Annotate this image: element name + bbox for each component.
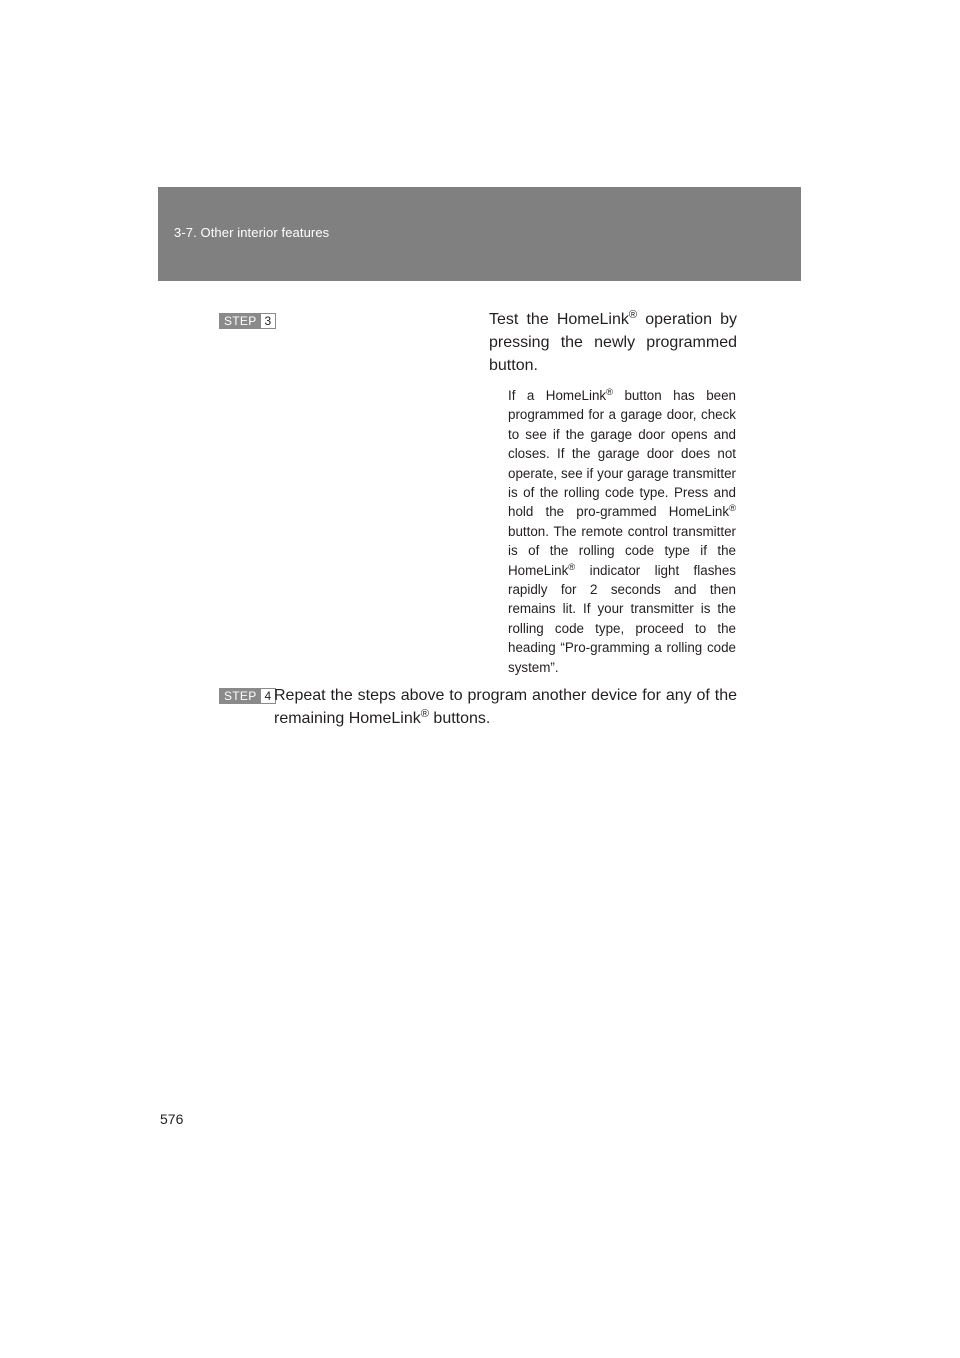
step-4-text-start: Repeat the steps above to program another device for any of the remaining HomeLink (274, 687, 737, 727)
step-badge-word: STEP (220, 314, 260, 328)
registered-mark: ® (606, 386, 614, 397)
step-4-badge (219, 688, 276, 704)
registered-mark: ® (568, 561, 576, 572)
page-number: 576 (160, 1111, 184, 1127)
registered-mark: ® (420, 707, 429, 720)
registered-mark: ® (628, 308, 638, 321)
note-text-part: indicator light flashes rapidly for 2 seconds and then remains lit. If your transmitter is the rolling code type, proceed to the heading “Pro-gramming a rolling code system”. (508, 562, 736, 675)
step-3-note (508, 386, 736, 677)
step-4-instruction (274, 684, 737, 730)
step-badge-number: 4 (260, 689, 276, 703)
step-3-badge (219, 313, 276, 329)
step-3-instruction (489, 308, 737, 377)
step-4-text-end: buttons. (428, 710, 491, 727)
note-text-part: button has been programmed for a garage door, check to see if the garage door opens and closes. If the garage door does not operate, see if your garage transmitter is of the rolling code type. Press and hold the pro-grammed HomeLink (508, 388, 736, 520)
registered-mark: ® (729, 503, 736, 514)
section-title: 3-7. Other interior features (174, 225, 330, 240)
note-text-part: If a HomeLink (508, 388, 607, 403)
step-badge-word: STEP (220, 689, 260, 703)
step-badge-number: 3 (260, 314, 276, 328)
step-3-text-end: operation by pressing the newly programmed button. (489, 311, 737, 374)
note-text-part: button. The remote control transmitter is of the rolling code type if the HomeLink (508, 523, 736, 578)
step-3-text-start: Test the HomeLink (489, 311, 629, 328)
section-header-bar (158, 187, 801, 281)
